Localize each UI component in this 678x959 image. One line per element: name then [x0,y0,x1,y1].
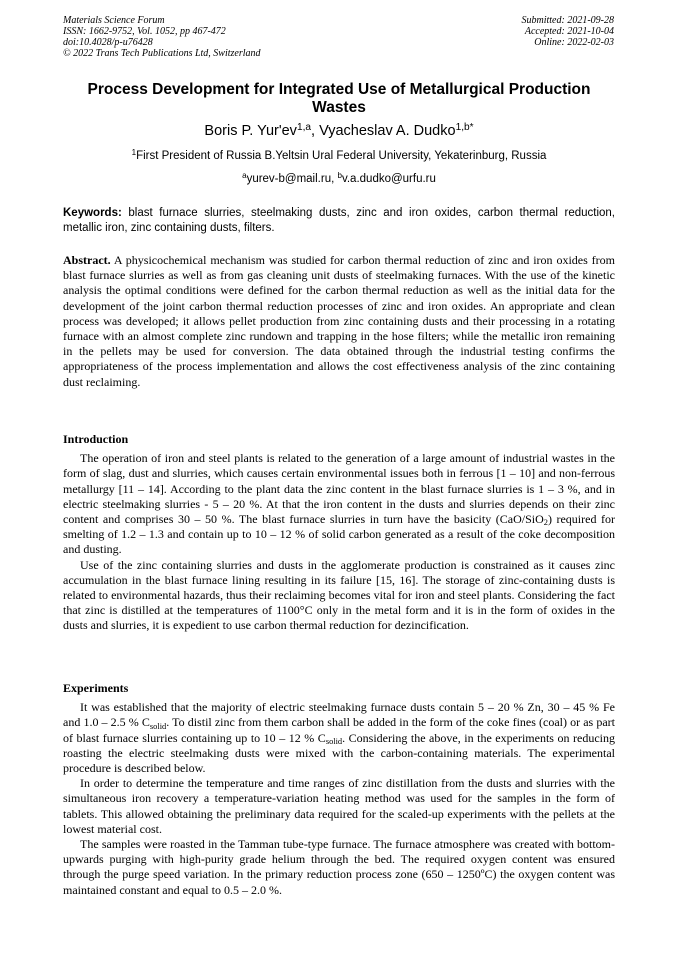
author-2-affil: 1,b* [455,121,474,133]
keywords [63,206,615,236]
journal-name: Materials Science Forum [63,15,165,26]
keywords-text: blast furnace slurries, steelmaking dusts, zinc and iron oxides, carbon thermal reduction, metallic iron, zinc containing dusts, filters. [63,207,615,234]
affiliation-text: First President of Russia B.Yeltsin Ural Federal University, Yekaterinburg, Russia [136,150,547,162]
accepted-date: Accepted: 2021-10-04 [524,26,614,37]
email-b: v.a.dudko@urfu.ru [341,173,436,185]
email-a-marker: a [242,170,247,180]
journal-copyright: © 2022 Trans Tech Publications Ltd, Switzerland [63,48,261,59]
author-1-affil: 1,a [296,121,312,133]
author-1: Boris P. Yur'ev [204,123,297,139]
email-line [63,172,615,186]
author-2: Vyacheslav A. Dudko [319,123,456,139]
experiments-heading: Experiments [63,681,129,695]
introduction-section [63,432,615,634]
submission-dates [522,15,615,48]
journal-doi: doi:10.4028/p-u76428 [63,37,153,48]
experiments-paragraph-1: It was established that the majority of electric steelmaking furnace dusts contain 5 – 20 % Zn, 30 – 45 % Fe and 1.0 – 2.5 % $C_{solid}$. To distil zinc from them carbon shall be added in the form of the coke fines (coal) or as part of blast furnace slurries containing up to 10 – 12 % $C_{solid}$. Considering the above, in the experiments on reducing roasting the electric steelmaking dusts were mixed with the carbon-containing materials. The experimental procedure is described below. [63,700,616,776]
journal-info [63,15,261,59]
journal-issn: ISSN: 1662-9752, Vol. 1052, pp 467-472 [63,26,226,37]
experiments-paragraph-3: The samples were roasted in the Tamman tube-type furnace. The furnace atmosphere was created with bottom-upwards purging with high-purity grade helium through the bed. The required oxygen content was ensured through the purge speed variation. In the primary reduction process zone (650 – 1250ºC) the oxygen content was maintained constant and equal to 0.5 – 2.0 %. [63,837,615,897]
experiments-section [63,681,615,898]
introduction-heading: Introduction [63,432,129,446]
introduction-paragraph-1: The operation of iron and steel plants is related to the generation of a large amount of industrial wastes in the form of slag, dust and slurries, which causes certain environmental issues both in ferrous [1 – 10] and non-ferrous metallurgy [11 – 14]. According to the plant data the zinc content in the blast furnace slurries is 1 – 3 %, and in electric steelmaking slurries - 5 – 20 %. At that the iron content in the dusts and slurries depends on their zinc content and comprises 30 – 50 %. The blast furnace slurries in turn have the basicity (CaO/SiO$_2$) required for smelting of 1.2 – 1.3 and contain up to 10 – 12 % of solid carbon generated as a result of the coke decomposition and dusting. [63,451,615,557]
author-separator: , [311,123,320,139]
online-date: Online: 2022-02-03 [534,37,614,48]
author-line [63,122,615,140]
affiliation-marker: 1 [131,147,137,157]
keywords-label: Keywords: [63,207,122,219]
abstract [63,253,615,390]
email-a: yurev-b@mail.ru, [246,173,338,185]
abstract-text: A physicochemical mechanism was studied for carbon thermal reduction of zinc and iron oxides from blast furnace slurries as well as from gas cleaning unit dusts of steelmaking furnaces. With the use of the kinetic analysis the optimal conditions were defined for the carbon thermal reduction as well as the initial data for the development of the joint carbon thermal reduction processes of zinc and iron oxides. An appropriate and clean process was developed; it allows pellet production from zinc containing dusts and their processing in a rotating furnace with an almost complete zinc rundown and trapping in the hose filters; while the metallic iron remaining in the pellets may be used for conversion. The data obtained through the industrial testing confirms the appropriateness of the process implementation and allows the cost effectiveness analysis of the zinc containing dust reclaiming. [63,253,615,389]
email-b-marker: b [337,170,342,180]
abstract-label: Abstract. [63,253,111,267]
experiments-paragraph-2: In order to determine the temperature and time ranges of zinc distillation from the dusts and slurries with the simultaneous iron recovery a temperature-variation heating method was used for the samples in the form of tablets. This allowed obtaining the preliminary data required for the scaled-up experiments with the pellets at the lowest material cost. [63,776,615,836]
submitted-date: Submitted: 2021-09-28 [521,15,614,26]
affiliation [63,149,615,163]
paper-title: Process Development for Integrated Use of Metallurgical Production Wastes [87,81,591,116]
introduction-paragraph-2: Use of the zinc containing slurries and dusts in the agglomerate production is constrained as it causes zinc accumulation in the blast furnace lining resulting in its failure [15, 16]. The storage of zinc-containing dusts is related to environmental hazards, thus their reclaiming becomes vital for iron and steel plants. Considering the fact that zinc is distilled at the temperatures of 1100°C only in the metal form and it is in the form of oxides in the dusts and slurries, it is expedient to use carbon thermal reduction for dezincification. [63,557,615,633]
